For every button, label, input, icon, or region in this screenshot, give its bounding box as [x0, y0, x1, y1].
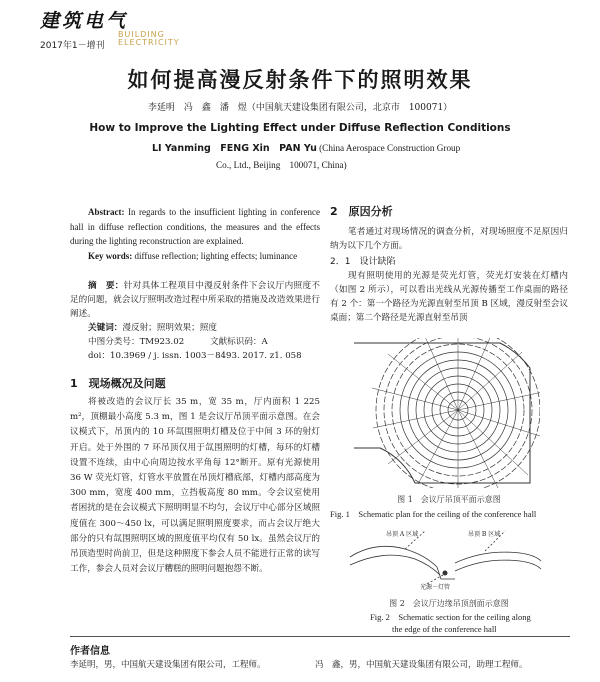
authors-en — [152, 140, 482, 173]
article-title: 如何提高漫反射条件下的照明效果 — [127, 67, 473, 92]
figure-2-caption-en: Fig. 2 Schematic section for the ceiling along the edge of the conference hall — [370, 612, 531, 634]
figure-2-label-a: 吊顶 A 区域 — [386, 531, 419, 538]
author-info-line-1-right: 冯 鑫，男，中国航天建设集团有限公司，助理工程师。 — [315, 660, 528, 670]
ceiling-section-drawing — [350, 531, 541, 585]
doi: doi：10.3969 / j. issn. 1003－8493. 2017. z1. 058 — [88, 351, 302, 361]
clc-number: 中图分类号：TM923.02 文献标识码：A — [88, 337, 268, 347]
journal-issue: 2017年1－增刊 — [40, 41, 105, 51]
figure-1-caption-en: Fig. 1 Schematic plan for the ceiling of the conference hall — [330, 509, 537, 519]
ceiling-plan-drawing — [350, 338, 540, 488]
authors-cn: 李延明 冯 鑫 潘 煜（中国航天建设集团有限公司，北京市 100071） — [147, 103, 453, 113]
left-column — [70, 205, 320, 577]
figure-2-caption-cn: 图 2 会议厅边缘吊顶剖面示意图 — [389, 599, 509, 608]
section-2-1-body: 现有照明使用的光源是荧光灯管，荧光灯安装在灯槽内（如图 2 所示），可以看出光线从光源传播至工作桌面的路径有 2 个：第一个路径为光源直射至吊顶 B 区域，漫反射至会议桌面；第二个路径是光源直射至吊顶 — [330, 271, 568, 323]
right-column — [330, 205, 568, 325]
section-2-heading: 2 原因分析 — [330, 205, 393, 218]
journal-name-en-1: BUILDING — [118, 30, 165, 39]
journal-name-en-2: ELECTRICITY — [118, 38, 180, 47]
footer-divider — [70, 636, 570, 637]
section-1-body: 将被改造的会议厅长 35 m，宽 35 m，厅内面积 1 225 m²，顶棚最小高度 5.3 m，图 1 是会议厅吊顶平面示意图。在会议模式下，吊顶内的 10 环氙围照明灯槽及位于中间 3 环的射灯开启。处于外围的 7 环吊顶仅用于氙围照明的灯槽，每环的灯槽设置不连续，由中心向周边按水平角每 12°断开。原有光源使用 36 W 荧光灯管，灯管水平放置在吊顶灯槽底部，灯槽内部高度为 300 mm，宽度 400 mm，立挡板高度 80 mm。令会议室使用者困扰的是在会议模式下照明明显不均匀，会议厅中心部分区域照度值在 300～450 lx，可以满足照明照度要求，而占会议厅绝大部分的只有氙围照明区域的照度值平均仅有 50 lx。虽然会议厅的吊顶造型时尚前卫，但是这种照度下参会人员不能进行正常的读写工作，参会人员对会议厅糟糕的照明问题抱怨不断。 — [70, 397, 320, 575]
lamp-icon — [443, 571, 448, 576]
abstract-cn: 摘 要：针对具体工程项目中漫反射条件下会议厅内照度不足的问题，就会议厅照明改造过程中所采取的措施及改造效果进行阐述。 — [70, 281, 320, 319]
keywords-en: Key words: diffuse reflection; lighting effects; luminance — [88, 250, 298, 261]
article-title-en: How to Improve the Lighting Effect under Diffuse Reflection Conditions — [89, 122, 511, 134]
author-info-line-1-left: 李延明，男，中国航天建设集团有限公司，工程师。 — [70, 660, 266, 670]
affiliation-en-2: Co., Ltd., Beijing 100071, China) — [216, 160, 347, 170]
figure-2-label-b: 吊顶 B 区域 — [468, 531, 501, 538]
abstract-en: Abstract: In regards to the insufficient lighting in conference hall in diffuse reflection conditions, the measures and the effects during the lighting reconstruction are explained. — [70, 207, 320, 246]
author-names-en: LI Yanming FENG Xin PAN Yu — [152, 143, 317, 154]
journal-logo: 建筑电气 — [40, 10, 129, 32]
section-2-1-heading: 2．1 设计缺陷 — [330, 257, 396, 267]
keywords-cn: 关键词：漫反射；照明效果；照度 — [88, 323, 217, 333]
affiliation-en-1: (China Aerospace Construction Group — [319, 143, 461, 153]
author-info-heading: 作者信息 — [70, 646, 110, 657]
figure-2-label-lamp: 光源－灯管 — [420, 584, 451, 591]
section-1-heading: 1 现场概况及问题 — [70, 377, 166, 390]
section-2-body: 笔者通过对现场情况的调查分析，对现场照度不足原因归纳为以下几个方面。 — [330, 227, 568, 251]
figure-1-caption-cn: 图 1 会议厅吊顶平面示意图 — [397, 495, 501, 504]
figure-1-ceiling-plan — [340, 338, 540, 488]
